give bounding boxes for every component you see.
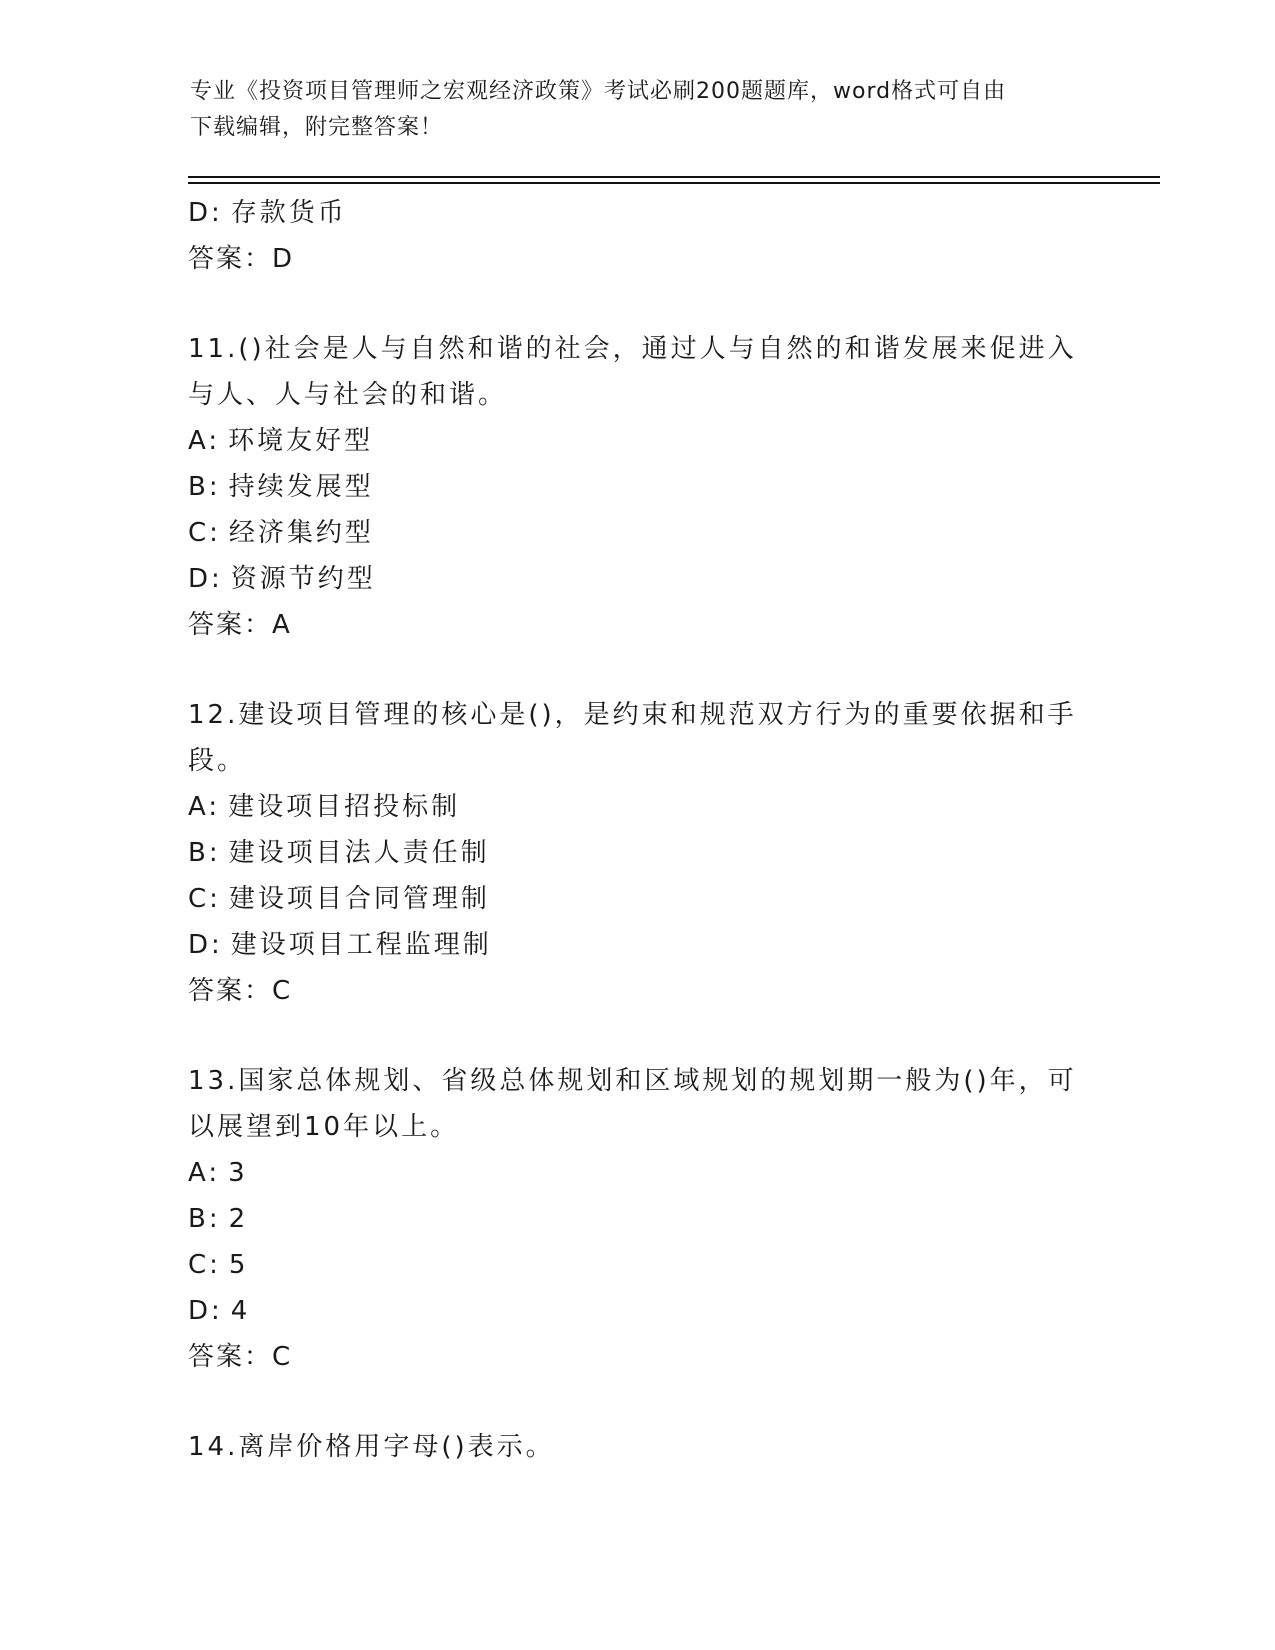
option-label: A: (188, 792, 221, 822)
header-divider-bottom (188, 182, 1160, 184)
option-text: 建设项目招投标制 (228, 792, 461, 822)
question-12 (188, 692, 1088, 1014)
option-a (188, 1150, 1088, 1196)
option-label: C: (188, 884, 221, 914)
question-text-line-2: 段。 (188, 746, 247, 776)
option-label: C: (188, 518, 221, 548)
question-13 (188, 1058, 1088, 1380)
option-label: A: (188, 1158, 221, 1188)
option-d (188, 556, 1088, 602)
option-text: 5 (228, 1250, 249, 1280)
option-c (188, 876, 1088, 922)
header-divider-top (188, 176, 1160, 178)
option-text: 存款货币 (230, 198, 347, 228)
option-label: D: (188, 1296, 223, 1326)
answer: 答案：C (188, 976, 293, 1006)
option-label: B: (188, 472, 221, 502)
option-text: 建设项目工程监理制 (230, 930, 492, 960)
question-text-line-1: 13.国家总体规划、省级总体规划和区域规划的规划期一般为()年，可 (188, 1066, 1077, 1096)
option-label: A: (188, 426, 221, 456)
option-label: B: (188, 1204, 221, 1234)
option-label: D: (188, 198, 223, 228)
option-d (188, 922, 1088, 968)
question-text-line-1: 14.离岸价格用字母()表示。 (188, 1432, 555, 1462)
option-c (188, 1242, 1088, 1288)
option-text: 建设项目法人责任制 (228, 838, 490, 868)
option-text: 4 (230, 1296, 251, 1326)
header-line-1: 专业《投资项目管理师之宏观经济政策》考试必刷200题题库，word格式可自由 (190, 79, 1007, 104)
header-line-2: 下载编辑，附完整答案！ (190, 115, 444, 140)
option-label: C: (188, 1250, 221, 1280)
option-text: 资源节约型 (230, 564, 376, 594)
option-b (188, 1196, 1088, 1242)
question-content (188, 190, 1088, 1470)
option-text: 3 (228, 1158, 248, 1188)
answer: 答案：A (188, 610, 292, 640)
option-a (188, 784, 1088, 830)
option-label: D: (188, 564, 223, 594)
question-11 (188, 326, 1088, 648)
option-text: 环境友好型 (228, 426, 374, 456)
option-c (188, 510, 1088, 556)
option-b (188, 830, 1088, 876)
option-label: D: (188, 930, 223, 960)
option-b (188, 464, 1088, 510)
option-text: 持续发展型 (228, 472, 374, 502)
question-text-line-2: 与人、人与社会的和谐。 (188, 380, 508, 410)
option-text: 2 (228, 1204, 249, 1234)
option-d (188, 1288, 1088, 1334)
question-text-line-2: 以展望到10年以上。 (188, 1112, 460, 1142)
answer: 答案：C (188, 1342, 293, 1372)
option-a (188, 418, 1088, 464)
prev-option-d (188, 190, 1088, 236)
question-text-line-1: 12.建设项目管理的核心是()，是约束和规范双方行为的重要依据和手 (188, 700, 1077, 730)
option-label: B: (188, 838, 221, 868)
document-header (190, 74, 1070, 146)
question-14 (188, 1424, 1088, 1470)
question-text-line-1: 11.()社会是人与自然和谐的社会，通过人与自然的和谐发展来促进入 (188, 334, 1077, 364)
option-text: 建设项目合同管理制 (228, 884, 490, 914)
option-text: 经济集约型 (228, 518, 374, 548)
prev-answer: 答案：D (188, 244, 295, 274)
